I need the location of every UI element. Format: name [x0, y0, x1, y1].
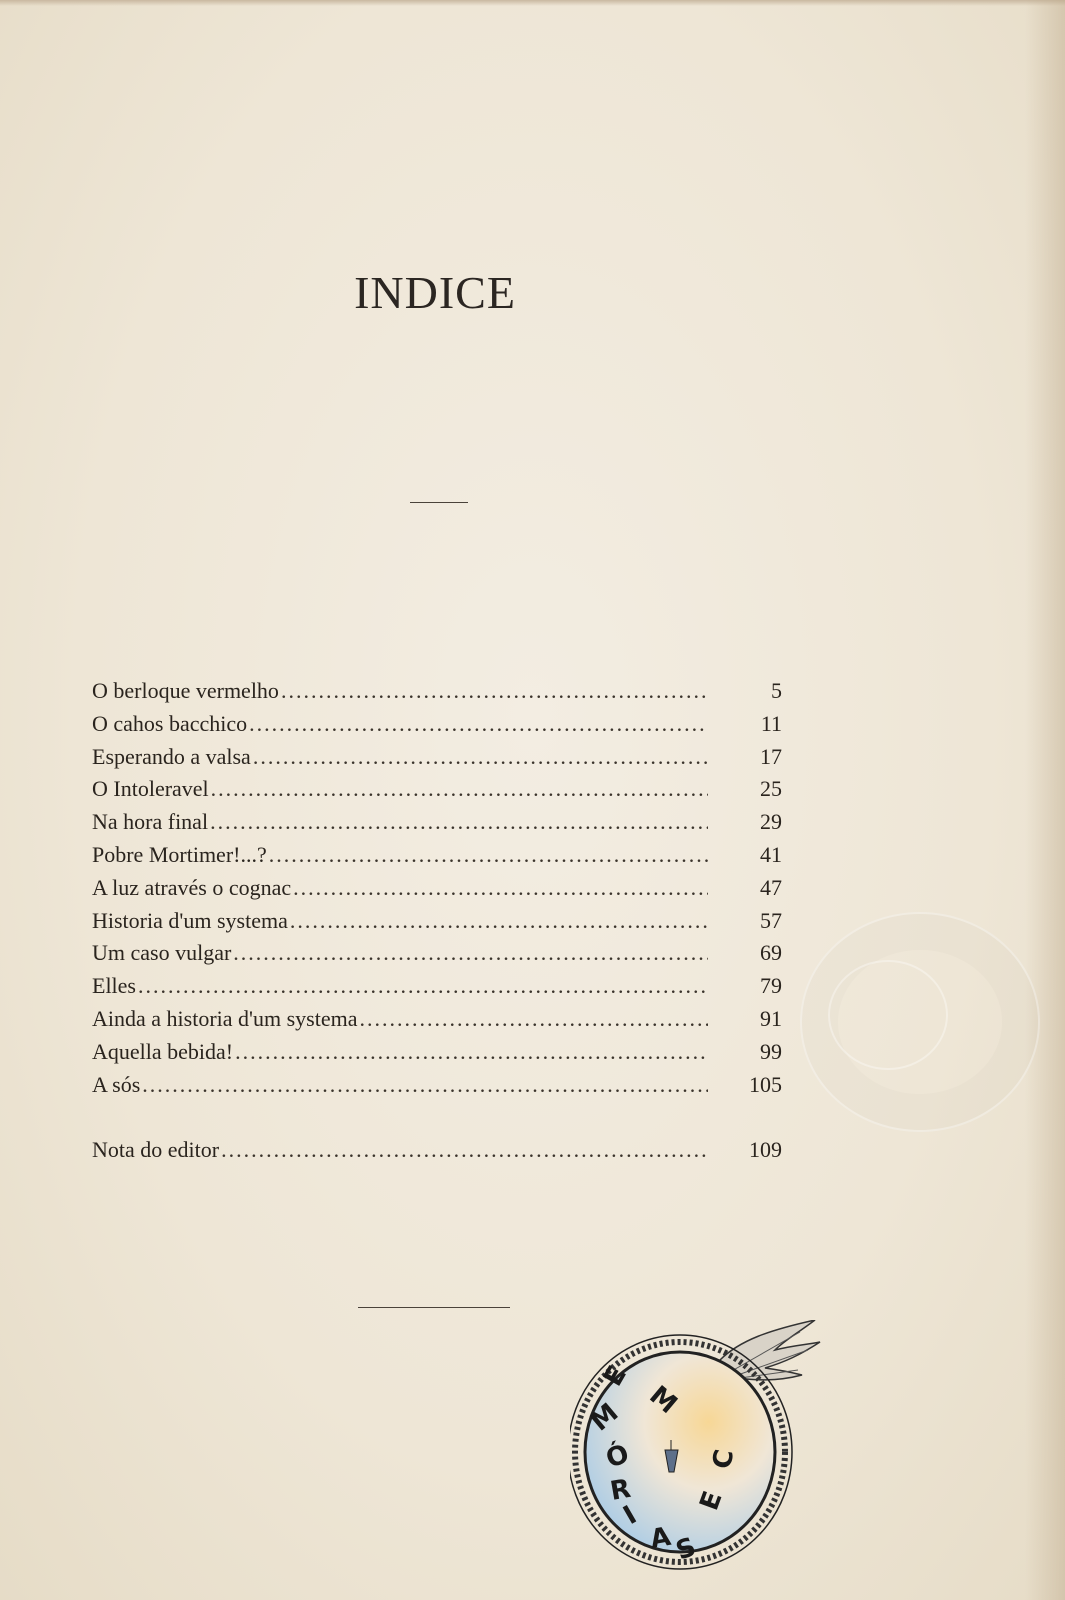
title-divider — [410, 502, 468, 503]
toc-entry-title: A sós — [92, 1071, 141, 1097]
toc-leader-dots — [269, 839, 708, 872]
toc-leader-dots — [249, 708, 708, 741]
toc-entry-title: Esperando a valsa — [92, 743, 251, 769]
svg-text:A: A — [648, 1521, 674, 1555]
toc-entry-page: 5 — [771, 678, 782, 703]
memorias-seal-icon — [570, 1320, 840, 1580]
toc-entry-page: 57 — [760, 907, 782, 933]
toc-entry — [92, 872, 782, 905]
toc-leader-dots — [290, 905, 708, 938]
toc-entry — [92, 1036, 782, 1069]
toc-entry-editor-note — [92, 1134, 782, 1167]
toc-entry — [92, 741, 782, 774]
toc-entry — [92, 905, 782, 938]
toc-entry — [92, 708, 782, 741]
toc-entry-page: 109 — [749, 1137, 782, 1163]
toc-entry-title: O cahos bacchico — [92, 710, 248, 736]
toc-entry-title: Historia d'um systema — [92, 907, 288, 933]
svg-text:I: I — [618, 1500, 642, 1532]
toc-leader-dots — [235, 1036, 708, 1069]
toc-leader-dots — [211, 773, 708, 806]
toc-entry-title: Nota do editor — [92, 1137, 220, 1163]
toc-leader-dots — [359, 1003, 708, 1036]
toc-leader-dots — [138, 970, 708, 1003]
svg-text:M: M — [585, 1397, 625, 1438]
page-right-edge — [1025, 0, 1065, 1600]
toc-leader-dots — [221, 1134, 708, 1167]
toc-leader-dots — [142, 1069, 708, 1102]
toc-leader-dots — [210, 806, 708, 839]
toc-entry — [92, 675, 782, 708]
toc-entry-title: A luz através o cognac — [92, 874, 292, 900]
toc-entry — [92, 1069, 782, 1102]
toc-entry-page: 99 — [760, 1038, 782, 1064]
page-top-edge — [0, 0, 1065, 6]
toc-entry — [92, 970, 782, 1003]
toc-entry-page: 41 — [760, 841, 782, 867]
svg-text:R: R — [608, 1473, 633, 1507]
embossed-seal-center — [828, 960, 948, 1070]
svg-text:Ó: Ó — [602, 1438, 634, 1475]
page-title: INDICE — [354, 267, 516, 318]
toc-entry — [92, 937, 782, 970]
toc-entry-page: 47 — [760, 874, 782, 900]
toc-entry-title: Pobre Mortimer!...? — [92, 841, 267, 867]
svg-text:E: E — [598, 1361, 633, 1392]
svg-text:E: E — [694, 1487, 729, 1515]
toc-entry — [92, 839, 782, 872]
toc-entry-page: 17 — [760, 743, 782, 769]
toc-entry-title: Aquella bebida! — [92, 1038, 234, 1064]
toc-leader-dots — [233, 937, 708, 970]
toc-leader-dots — [253, 741, 708, 774]
toc-entry-title: O berloque vermelho — [92, 678, 279, 703]
toc-entry-title: Elles — [92, 973, 136, 999]
toc-entry-title: Na hora final — [92, 809, 209, 835]
toc-entry-page: 105 — [749, 1071, 782, 1097]
table-of-contents — [92, 675, 782, 1167]
toc-entry-page: 29 — [760, 809, 782, 835]
svg-text:M: M — [643, 1380, 683, 1420]
toc-entry-title: O Intoleravel — [92, 776, 209, 802]
svg-text:C: C — [707, 1447, 741, 1472]
toc-entry — [92, 773, 782, 806]
toc-entry-title: Um caso vulgar — [92, 940, 232, 966]
toc-entry-page: 79 — [760, 973, 782, 999]
toc-entry — [92, 1003, 782, 1036]
toc-entry-page: 25 — [760, 776, 782, 802]
toc-entry-page: 91 — [760, 1005, 782, 1031]
toc-leader-dots — [281, 675, 708, 708]
svg-text:S: S — [672, 1531, 700, 1567]
closing-divider — [358, 1307, 510, 1308]
toc-entry — [92, 806, 782, 839]
toc-entry-title: Ainda a historia d'um systema — [92, 1005, 358, 1031]
toc-entry-page: 69 — [760, 940, 782, 966]
toc-leader-dots — [293, 872, 708, 905]
toc-entry-page: 11 — [760, 710, 782, 736]
